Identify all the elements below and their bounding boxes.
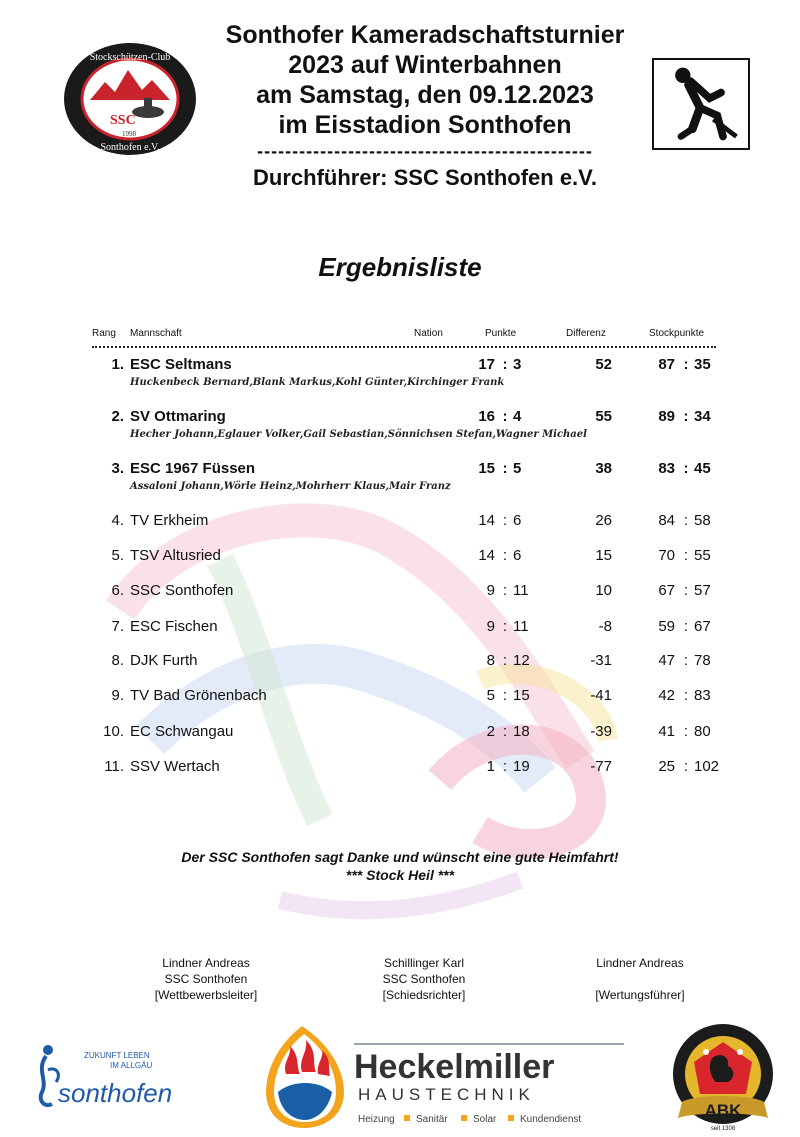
stock-points-for: 59	[658, 618, 675, 635]
stock-points-against: 83	[694, 687, 711, 704]
points-lost: 15	[513, 687, 530, 704]
stock-points-for: 70	[658, 547, 675, 564]
points-won: 2	[486, 723, 495, 740]
difference-cell: 52	[595, 356, 612, 373]
points-colon: :	[502, 687, 508, 704]
points-won: 8	[486, 652, 495, 669]
heckelmiller-name: Heckelmiller	[354, 1048, 555, 1086]
rank-cell: 1.	[111, 356, 124, 373]
points-lost: 11	[513, 618, 529, 635]
points-colon: :	[502, 512, 508, 529]
team-players: Assaloni Johann,Wörle Heinz,Mohrherr Klaus,Mair Franz	[130, 481, 451, 492]
stock-colon: :	[683, 723, 689, 740]
points-colon: :	[502, 547, 508, 564]
stock-points-for: 84	[658, 512, 675, 529]
rank-cell: 9.	[111, 687, 124, 704]
table-row	[0, 546, 800, 566]
difference-cell: -77	[590, 758, 612, 775]
stock-points-for: 25	[658, 758, 675, 775]
points-won: 1	[486, 758, 495, 775]
club-logo-year: 1998	[122, 130, 136, 138]
stock-colon: :	[683, 512, 689, 529]
difference-cell: -39	[590, 723, 612, 740]
team-players: Hecher Johann,Eglauer Volker,Gail Sebastian,Sönnichsen Stefan,Wagner Michael	[130, 429, 587, 440]
team-cell: ESC Fischen	[130, 618, 218, 635]
header-stock-points: Stockpunkte	[649, 328, 705, 339]
points-colon: :	[502, 758, 508, 775]
sonthofen-tagline-2: IM ALLGÄU	[110, 1061, 153, 1070]
signature-club	[540, 971, 740, 987]
sonthofen-tagline-1: ZUKUNFT LEBEN	[84, 1051, 150, 1060]
header-rank: Rang	[92, 328, 116, 339]
sonthofen-name: sonthofen	[58, 1078, 173, 1108]
team-cell: ESC Seltmans	[130, 356, 232, 373]
results-title: Ergebnisliste	[318, 252, 482, 282]
difference-cell: 26	[595, 512, 612, 529]
stock-points-against: 67	[694, 618, 711, 635]
stock-points-for: 42	[658, 687, 675, 704]
table-row	[0, 686, 800, 706]
difference-cell: -31	[590, 652, 612, 669]
team-cell: SSC Sonthofen	[130, 582, 234, 599]
stock-points-against: 58	[694, 512, 711, 529]
stock-points-against: 35	[694, 356, 711, 373]
difference-cell: 55	[595, 408, 612, 425]
signature-club: SSC Sonthofen	[164, 972, 248, 986]
team-cell: SSV Wertach	[130, 758, 220, 775]
signature-role: [Wertungsführer]	[595, 988, 685, 1002]
abk-logo	[664, 1022, 782, 1134]
header-team: Mannschaft	[130, 328, 182, 339]
points-won: 9	[486, 582, 495, 599]
title-line-3: am Samstag, den 09.12.2023	[256, 81, 594, 109]
points-colon: :	[502, 618, 508, 635]
heckelmiller-sub: HAUSTECHNIK	[358, 1085, 535, 1104]
stock-colon: :	[683, 758, 689, 775]
rank-cell: 10.	[103, 723, 124, 740]
stock-points-against: 45	[694, 460, 711, 477]
table-row	[0, 581, 800, 601]
signature-block-competition-leader	[106, 955, 306, 1003]
rank-cell: 11.	[104, 758, 124, 775]
signature-block-scorekeeper	[540, 955, 740, 1003]
club-logo-ring-bottom: Sonthofen e.V.	[100, 142, 160, 153]
rank-cell: 2.	[111, 408, 124, 425]
signature-name: Lindner Andreas	[596, 956, 684, 970]
points-lost: 11	[513, 582, 529, 599]
stock-points-against: 78	[694, 652, 711, 669]
organizer-line: Durchführer: SSC Sonthofen e.V.	[253, 165, 597, 190]
team-cell: TV Erkheim	[130, 512, 209, 529]
points-lost: 19	[513, 758, 530, 775]
table-row	[0, 757, 800, 777]
points-colon: :	[502, 723, 508, 740]
table-row	[0, 355, 800, 375]
points-won: 15	[478, 460, 495, 477]
heckelmiller-service-heating: Heizung	[358, 1114, 395, 1125]
closing-message	[0, 848, 800, 884]
stock-points-against: 55	[694, 547, 711, 564]
team-cell: EC Schwangau	[130, 723, 234, 740]
team-cell: TSV Altusried	[130, 547, 221, 564]
club-logo-center-text: SSC	[110, 113, 136, 128]
rank-cell: 3.	[111, 460, 124, 477]
closing-line-2: *** Stock Heil ***	[345, 867, 455, 883]
table-row	[0, 459, 800, 479]
difference-cell: 10	[595, 582, 612, 599]
table-row	[0, 511, 800, 531]
stock-points-for: 89	[658, 408, 675, 425]
team-cell: DJK Furth	[130, 652, 198, 669]
difference-cell: 15	[595, 547, 612, 564]
stock-points-against: 57	[694, 582, 711, 599]
points-won: 5	[486, 687, 495, 704]
club-logo	[60, 40, 200, 158]
points-lost: 6	[513, 547, 522, 564]
points-won: 17	[478, 356, 495, 373]
abk-year: seit 1308	[710, 1126, 736, 1132]
stock-colon: :	[683, 408, 689, 425]
points-won: 9	[486, 618, 495, 635]
points-lost: 18	[513, 723, 530, 740]
difference-cell: -8	[598, 618, 612, 635]
table-row	[0, 617, 800, 637]
stock-points-for: 47	[658, 652, 675, 669]
header-divider: ------------------------------------------------	[257, 142, 593, 160]
club-logo-ring-top: Stockschützen-Club	[89, 52, 171, 63]
rank-cell: 7.	[111, 618, 124, 635]
points-lost: 12	[513, 652, 530, 669]
abk-name: ABK	[704, 1101, 742, 1120]
points-lost: 5	[513, 460, 522, 477]
stock-points-for: 41	[658, 723, 675, 740]
points-colon: :	[502, 460, 508, 477]
team-players: Huckenbeck Bernard,Blank Markus,Kohl Günter,Kirchinger Frank	[130, 377, 505, 388]
difference-cell: 38	[595, 460, 612, 477]
table-row	[0, 722, 800, 742]
stock-colon: :	[683, 547, 689, 564]
points-colon: :	[502, 652, 508, 669]
table-header	[0, 328, 800, 342]
stock-points-for: 83	[658, 460, 675, 477]
header-dotted-divider	[92, 346, 716, 348]
stock-points-for: 87	[658, 356, 675, 373]
team-cell: TV Bad Grönenbach	[130, 687, 267, 704]
heckelmiller-service-customer: Kundendienst	[520, 1114, 582, 1125]
points-won: 14	[478, 547, 495, 564]
rank-cell: 5.	[111, 547, 124, 564]
rank-cell: 4.	[111, 512, 124, 529]
sonthofen-figure-logo	[41, 1045, 59, 1105]
stock-points-against: 80	[694, 723, 711, 740]
rank-cell: 6.	[111, 582, 124, 599]
points-lost: 4	[513, 408, 522, 425]
header-points: Punkte	[485, 328, 517, 339]
stock-colon: :	[683, 687, 689, 704]
stock-colon: :	[683, 652, 689, 669]
signature-role: [Schiedsrichter]	[382, 988, 466, 1002]
table-row	[0, 407, 800, 427]
stock-points-for: 67	[658, 582, 675, 599]
difference-cell: -41	[590, 687, 612, 704]
flame-drop-logo	[266, 1026, 344, 1128]
team-cell: ESC 1967 Füssen	[130, 460, 256, 477]
heckelmiller-logo	[262, 1022, 628, 1130]
header-difference: Differenz	[566, 328, 606, 339]
signature-club: SSC Sonthofen	[382, 972, 466, 986]
document-header	[190, 20, 660, 192]
title-line-2: 2023 auf Winterbahnen	[288, 51, 562, 79]
points-colon: :	[502, 582, 508, 599]
heckelmiller-service-solar: Solar	[473, 1114, 497, 1125]
signature-block-referee	[324, 955, 524, 1003]
points-colon: :	[502, 408, 508, 425]
signature-name: Schillinger Karl	[383, 956, 465, 970]
stock-colon: :	[683, 618, 689, 635]
points-won: 16	[478, 408, 495, 425]
stock-colon: :	[683, 460, 689, 477]
signature-name: Lindner Andreas	[162, 956, 250, 970]
ice-stock-thrower-icon	[652, 58, 750, 150]
signature-role: [Wettbewerbsleiter]	[154, 988, 258, 1002]
stock-colon: :	[683, 356, 689, 373]
team-cell: SV Ottmaring	[130, 408, 226, 425]
rank-cell: 8.	[111, 652, 124, 669]
points-lost: 3	[513, 356, 522, 373]
points-won: 14	[478, 512, 495, 529]
table-row	[0, 651, 800, 671]
stock-points-against: 34	[694, 408, 711, 425]
stock-colon: :	[683, 582, 689, 599]
points-colon: :	[502, 356, 508, 373]
closing-line-1: Der SSC Sonthofen sagt Danke und wünscht eine gute Heimfahrt!	[181, 849, 619, 865]
points-lost: 6	[513, 512, 522, 529]
sonthofen-logo	[18, 1030, 218, 1120]
header-nation: Nation	[414, 328, 443, 339]
title-line-4: im Eisstadion Sonthofen	[278, 111, 572, 139]
stock-points-against: 102	[694, 758, 720, 775]
title-line-1: Sonthofer Kameradschaftsturnier	[225, 21, 625, 49]
heckelmiller-service-sanitary: Sanitär	[416, 1114, 448, 1125]
